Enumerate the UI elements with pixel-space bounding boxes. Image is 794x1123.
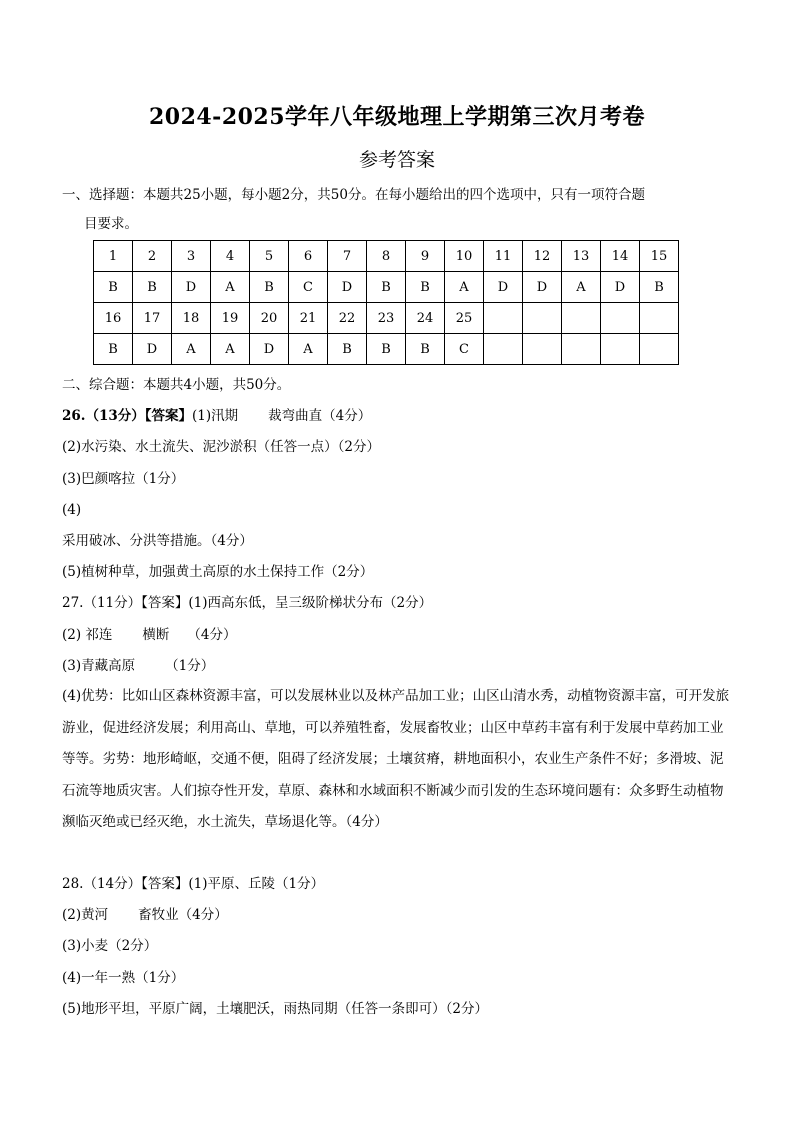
answer-table-cell: 19	[211, 303, 250, 334]
section1-intro-line2: 目要求。	[84, 216, 138, 232]
answer-table-cell: 14	[601, 241, 640, 272]
answer-table-cell: A	[562, 272, 601, 303]
q28-l1: (1)平原、丘陵（1分）	[188, 876, 325, 892]
answer-table-cell	[640, 303, 679, 334]
answer-table-cell: A	[289, 334, 328, 365]
answer-table-cell: 5	[250, 241, 289, 272]
answer-table-cell	[484, 303, 523, 334]
answer-table-cell: 8	[367, 241, 406, 272]
answer-table-cell	[484, 334, 523, 365]
q26-l1b: 裁弯曲直（4分）	[268, 408, 372, 424]
q27-line3	[62, 656, 732, 676]
answer-table-cell: 1	[94, 241, 133, 272]
section2-intro: 二、综合题：本题共4小题，共50分。	[62, 377, 291, 393]
answer-table-row	[94, 272, 679, 303]
q27-l2c: （4分）	[187, 627, 237, 643]
q27-line1	[62, 593, 732, 613]
answer-table-cell: 3	[172, 241, 211, 272]
q28-line3: (3)小麦（2分）	[62, 938, 158, 954]
q27-l2a: (2) 祁连	[62, 627, 113, 643]
answer-table-cell: B	[94, 272, 133, 303]
page-subtitle: 参考答案	[358, 149, 435, 171]
section1-intro-line1: 一、选择题：本题共25小题，每小题2分，共50分。在每小题给出的四个选项中，只有一项符合题	[62, 187, 645, 203]
answer-table-cell: D	[523, 272, 562, 303]
answer-table-row	[94, 303, 679, 334]
answer-table-cell: C	[289, 272, 328, 303]
answer-table-cell	[523, 334, 562, 365]
answer-table-cell: B	[250, 272, 289, 303]
answer-table-row	[94, 334, 679, 365]
q28-line1	[62, 874, 732, 894]
answer-table-cell: A	[211, 272, 250, 303]
answer-table-cell: 13	[562, 241, 601, 272]
answer-table-cell: D	[133, 334, 172, 365]
answer-table-cell: 24	[406, 303, 445, 334]
answer-table-cell: D	[484, 272, 523, 303]
q26-line4: (4)	[62, 502, 82, 518]
q27-head: 27.（11分）【答案】	[62, 595, 189, 611]
q27-paragraph4: (4)优势：比如山区森林资源丰富，可以发展林业以及林产品加工业；山区山清水秀，动植物资源丰富，可开发旅游业，促进经济发展；利用高山、草地，可以养殖牲畜，发展畜牧业；山区中草药丰富有利于发展中草药加工业等等。劣势：地形崎岖，交通不便，阻碍了经济发展；土壤贫瘠，耕地面积小，农业生产条件不好；多滑坡、泥石流等地质灾害。人们掠夺性开发，草原、森林和水域面积不断减少而引发的生态环境问题有：众多野生动植物濒临灭绝或已经灭绝，水土流失，草场退化等。（4分）	[62, 688, 730, 830]
answer-table-cell: 25	[445, 303, 484, 334]
answer-table-cell: 15	[640, 241, 679, 272]
answer-table-cell: A	[445, 272, 484, 303]
answer-table-cell	[523, 303, 562, 334]
answer-table-cell: 6	[289, 241, 328, 272]
answer-table-cell: B	[94, 334, 133, 365]
answer-table-cell	[601, 303, 640, 334]
answer-table-cell: D	[601, 272, 640, 303]
answer-table-cell: B	[133, 272, 172, 303]
answer-table-cell	[640, 334, 679, 365]
q26-line3: (3)巴颜喀拉（1分）	[62, 471, 185, 487]
answer-table-cell: 9	[406, 241, 445, 272]
answer-table-cell: D	[328, 272, 367, 303]
answer-table-cell: 7	[328, 241, 367, 272]
q28-line5: (5)地形平坦，平原广阔，土壤肥沃，雨热同期（任答一条即可）（2分）	[62, 1001, 488, 1017]
answer-table-cell: 12	[523, 241, 562, 272]
answer-table-cell: A	[172, 334, 211, 365]
q26-line1	[62, 406, 732, 426]
answer-table-cell: 18	[172, 303, 211, 334]
q26-head: 26.（13分）【答案】	[62, 408, 193, 424]
page-title: 2024-2025学年八年级地理上学期第三次月考卷	[148, 104, 646, 130]
q27-l3b: （1分）	[165, 658, 215, 674]
q26-line6: (5)植树种草，加强黄土高原的水土保持工作（2分）	[62, 564, 374, 580]
answer-table-row	[94, 241, 679, 272]
answer-table-cell: D	[250, 334, 289, 365]
answer-table-cell: 4	[211, 241, 250, 272]
answer-table-cell: A	[211, 334, 250, 365]
answer-table-cell: 16	[94, 303, 133, 334]
q26-line5: 采用破冰、分洪等措施。（4分）	[62, 533, 253, 549]
answer-table-cell: 20	[250, 303, 289, 334]
answer-table-cell: 17	[133, 303, 172, 334]
q28-head: 28.（14分）【答案】	[62, 876, 189, 892]
q27-l2b: 横断	[142, 627, 170, 643]
answer-table-cell: B	[328, 334, 367, 365]
q28-line4: (4)一年一熟（1分）	[62, 970, 185, 986]
q27-l1: (1)西高东低，呈三级阶梯状分布（2分）	[188, 595, 433, 611]
answer-table-cell: 11	[484, 241, 523, 272]
q27-line2	[62, 625, 732, 645]
q28-line2	[62, 905, 732, 925]
answer-table-cell: 21	[289, 303, 328, 334]
answer-table-cell: 10	[445, 241, 484, 272]
answer-table-cell	[562, 303, 601, 334]
q27-l3a: (3)青藏高原	[62, 658, 136, 674]
answer-table-cell: B	[367, 272, 406, 303]
answer-table-cell: 2	[133, 241, 172, 272]
answer-table-cell: B	[367, 334, 406, 365]
answer-table-cell	[562, 334, 601, 365]
answer-table-cell: 22	[328, 303, 367, 334]
answer-table-cell: B	[406, 272, 445, 303]
q28-l2b: 畜牧业（4分）	[138, 907, 228, 923]
answer-table	[93, 240, 679, 365]
answer-table-cell: 23	[367, 303, 406, 334]
answer-table-cell: B	[640, 272, 679, 303]
answer-table-cell: B	[406, 334, 445, 365]
answer-table-cell	[601, 334, 640, 365]
answer-table-cell: C	[445, 334, 484, 365]
q26-l1a: (1)汛期	[192, 408, 239, 424]
q26-line2: (2)水污染、水土流失、泥沙淤积（任答一点）（2分）	[62, 439, 380, 455]
answer-table-cell: D	[172, 272, 211, 303]
q28-l2a: (2)黄河	[62, 907, 109, 923]
